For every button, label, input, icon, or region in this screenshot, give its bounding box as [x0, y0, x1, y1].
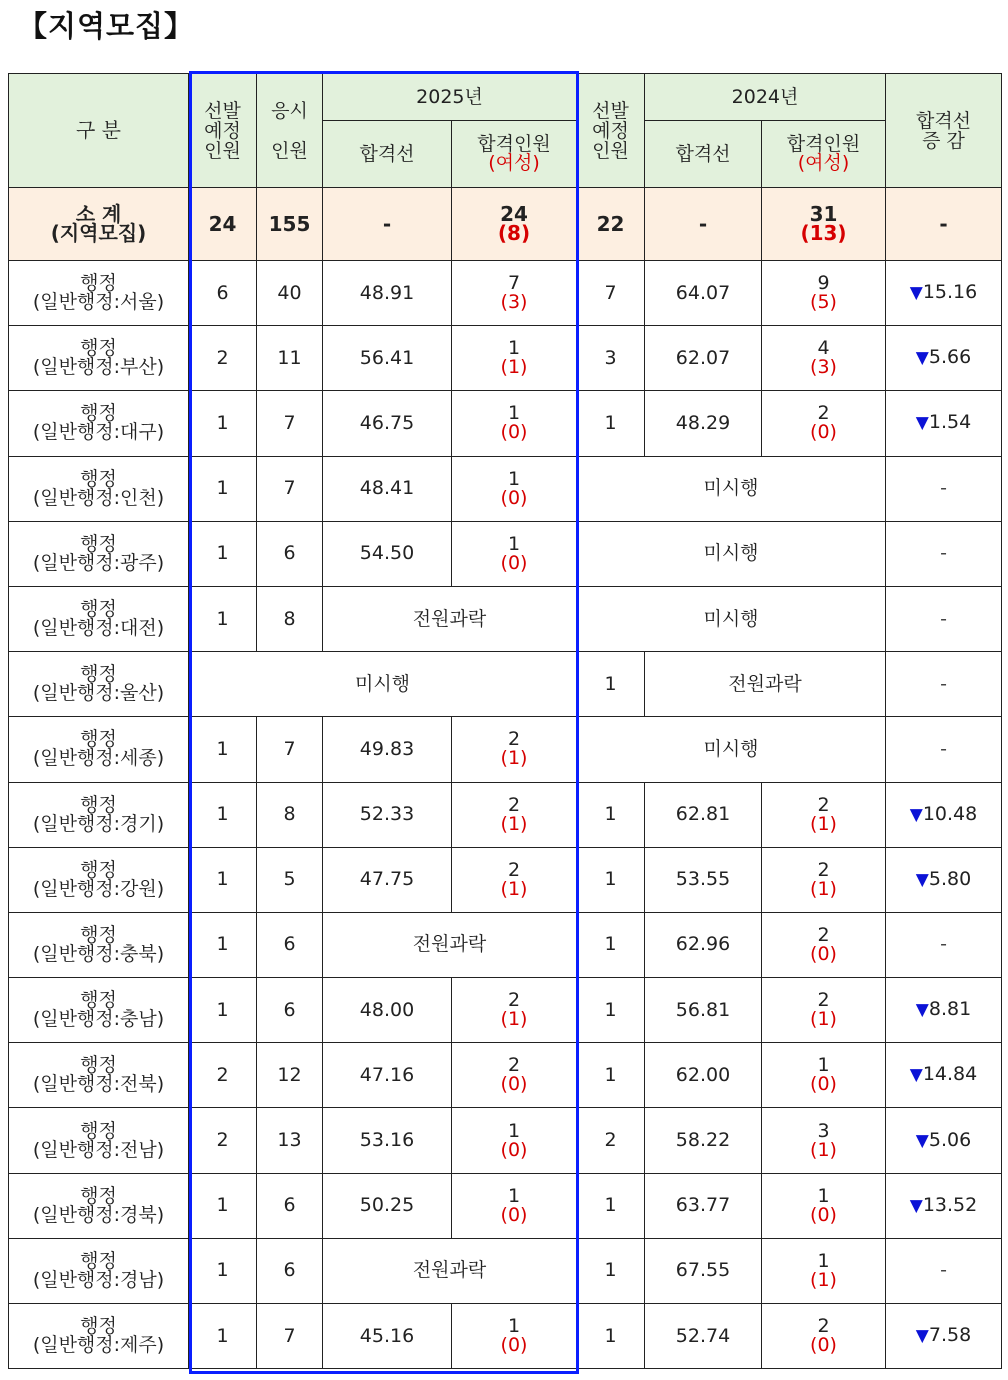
passed-2025	[452, 456, 577, 521]
cutoff-2025: 47.16	[323, 1043, 452, 1108]
cutoff-change: ▼14.84	[886, 1043, 1002, 1108]
value: 1	[817, 1054, 830, 1077]
plan-2025: 1	[189, 1304, 257, 1369]
female-count: (1)	[810, 1138, 837, 1161]
note-2024: 미시행	[577, 456, 886, 521]
applicants-2025: 11	[257, 326, 323, 391]
cutoff-change: -	[886, 912, 1002, 977]
female-count: (1)	[500, 812, 528, 835]
row-label-main: 행정	[80, 793, 117, 816]
passed-2025	[452, 1108, 577, 1173]
table-row	[9, 521, 1002, 586]
passed-2024	[762, 978, 886, 1043]
cutoff-change: -	[886, 586, 1002, 651]
row-label-sub: (일반행정:세종)	[32, 747, 165, 770]
cutoff-2025: 48.41	[323, 456, 452, 521]
down-triangle-icon: ▼	[915, 1130, 929, 1151]
row-label-sub: (일반행정:경북)	[32, 1203, 165, 1226]
row-label-sub: (일반행정:전남)	[32, 1138, 165, 1161]
subtotal-passed-2024: 31 (13)	[762, 188, 886, 261]
note-2025: 전원과락	[323, 912, 577, 977]
header-applicants-2025: 응시 인원	[257, 74, 323, 188]
plan-2025: 2	[189, 1108, 257, 1173]
female-count: (1)	[810, 877, 837, 900]
applicants-2025: 6	[257, 1238, 323, 1303]
value: 1	[507, 402, 521, 425]
plan-2025: 1	[189, 391, 257, 456]
note-2024: 전원과락	[645, 652, 886, 717]
value: 2	[817, 793, 830, 816]
value: 7	[507, 272, 521, 295]
row-label-sub: (일반행정:강원)	[32, 877, 165, 900]
table-row	[9, 1238, 1002, 1303]
row-label	[9, 1238, 189, 1303]
row-label-main: 행정	[80, 1054, 117, 1077]
cutoff-2025: 53.16	[323, 1108, 452, 1173]
plan-2024: 2	[577, 1108, 645, 1173]
female-count: (1)	[500, 877, 528, 900]
female-count: (0)	[500, 486, 528, 509]
table-row	[9, 847, 1002, 912]
cutoff-2024: 62.07	[645, 326, 762, 391]
row-label-main: 행정	[80, 402, 117, 425]
cutoff-change: -	[886, 717, 1002, 782]
row-label-main: 행정	[80, 598, 117, 621]
table-row	[9, 652, 1002, 717]
cutoff-change: ▼7.58	[886, 1304, 1002, 1369]
cutoff-change: ▼8.81	[886, 978, 1002, 1043]
cutoff-change: -	[886, 1238, 1002, 1303]
passed-2025	[452, 391, 577, 456]
cutoff-2025: 49.83	[323, 717, 452, 782]
cutoff-2025: 47.75	[323, 847, 452, 912]
row-label-sub: (일반행정:충남)	[32, 1008, 165, 1031]
row-label-sub: (일반행정:경기)	[32, 812, 165, 835]
value: 1	[507, 1119, 521, 1142]
female-count: (3)	[810, 356, 837, 379]
down-triangle-icon: ▼	[915, 869, 929, 890]
passed-2025	[452, 326, 577, 391]
plan-2025: 1	[189, 978, 257, 1043]
plan-2025: 1	[189, 456, 257, 521]
header-cutoff-2024: 합격선	[645, 121, 762, 188]
cutoff-change: ▼1.54	[886, 391, 1002, 456]
cutoff-2025: 48.91	[323, 261, 452, 326]
table-row	[9, 717, 1002, 782]
cutoff-change: ▼15.16	[886, 261, 1002, 326]
cutoff-2024: 53.55	[645, 847, 762, 912]
table-row	[9, 326, 1002, 391]
note-2025: 전원과락	[323, 1238, 577, 1303]
female-count: (0)	[500, 421, 528, 444]
row-label	[9, 1043, 189, 1108]
applicants-2025: 8	[257, 782, 323, 847]
row-label-sub: (일반행정:서울)	[32, 291, 165, 314]
passed-2024	[762, 912, 886, 977]
female-count: (5)	[810, 291, 837, 314]
value: 1	[507, 467, 521, 490]
table-row	[9, 1043, 1002, 1108]
subtotal-cutoff-2025: -	[323, 188, 452, 261]
cutoff-2025: 50.25	[323, 1173, 452, 1238]
applicants-2025: 7	[257, 717, 323, 782]
plan-2025: 1	[189, 1173, 257, 1238]
value: 2	[507, 858, 521, 881]
table-row	[9, 978, 1002, 1043]
cutoff-2024: 64.07	[645, 261, 762, 326]
table-row	[9, 782, 1002, 847]
note-2024: 미시행	[577, 586, 886, 651]
table-row	[9, 586, 1002, 651]
down-triangle-icon: ▼	[915, 1000, 929, 1021]
row-label-main: 행정	[80, 858, 117, 881]
plan-2024: 1	[577, 847, 645, 912]
passed-2025	[452, 1043, 577, 1108]
plan-2024: 7	[577, 261, 645, 326]
plan-2025: 1	[189, 1238, 257, 1303]
plan-2024: 1	[577, 391, 645, 456]
header-year-2025: 2025년	[323, 74, 577, 121]
cutoff-2025: 46.75	[323, 391, 452, 456]
header-cutoff-2025: 합격선	[323, 121, 452, 188]
row-label-sub: (일반행정:대전)	[32, 617, 165, 640]
female-count: (1)	[500, 747, 528, 770]
cutoff-2024: 48.29	[645, 391, 762, 456]
applicants-2025: 6	[257, 521, 323, 586]
female-count: (1)	[500, 356, 528, 379]
cutoff-2025: 48.00	[323, 978, 452, 1043]
cutoff-2024: 58.22	[645, 1108, 762, 1173]
female-count: (1)	[500, 1008, 528, 1031]
value: 9	[817, 272, 830, 295]
female-count: (0)	[810, 1203, 837, 1226]
plan-2025: 1	[189, 912, 257, 977]
plan-2024: 1	[577, 652, 645, 717]
table-row	[9, 1173, 1002, 1238]
row-label-main: 행정	[80, 663, 117, 686]
passed-2025	[452, 978, 577, 1043]
value: 1	[817, 1249, 830, 1272]
cutoff-change: ▼5.66	[886, 326, 1002, 391]
header-category: 구 분	[9, 74, 189, 188]
cutoff-2024: 62.00	[645, 1043, 762, 1108]
value: 1	[817, 1184, 830, 1207]
row-label	[9, 912, 189, 977]
row-label-sub: (일반행정:경남)	[32, 1268, 165, 1291]
note-2025: 전원과락	[323, 586, 577, 651]
cutoff-2025: 45.16	[323, 1304, 452, 1369]
value: 2	[507, 728, 521, 751]
table-row	[9, 1108, 1002, 1173]
row-label	[9, 456, 189, 521]
row-label	[9, 1173, 189, 1238]
subtotal-passed-2025: 24 (8)	[452, 188, 577, 261]
female-count: (1)	[810, 812, 837, 835]
note-2024: 미시행	[577, 521, 886, 586]
row-label	[9, 1304, 189, 1369]
value: 2	[817, 923, 830, 946]
row-label-main: 행정	[80, 1184, 117, 1207]
female-count: (0)	[810, 1334, 837, 1357]
cutoff-2024: 56.81	[645, 978, 762, 1043]
note-2025: 미시행	[189, 652, 577, 717]
down-triangle-icon: ▼	[915, 413, 929, 434]
table-row	[9, 391, 1002, 456]
value: 1	[507, 1315, 521, 1338]
table-row	[9, 1304, 1002, 1369]
cutoff-2024: 67.55	[645, 1238, 762, 1303]
cutoff-2025: 56.41	[323, 326, 452, 391]
value: 2	[507, 793, 521, 816]
row-label-main: 행정	[80, 923, 117, 946]
plan-2025: 1	[189, 521, 257, 586]
passed-2024	[762, 1173, 886, 1238]
row-label-sub: (일반행정:부산)	[32, 356, 165, 379]
plan-2024: 1	[577, 1304, 645, 1369]
cutoff-change: -	[886, 652, 1002, 717]
female-count: (0)	[810, 1073, 837, 1096]
cutoff-change: -	[886, 456, 1002, 521]
cutoff-2025: 52.33	[323, 782, 452, 847]
row-label	[9, 978, 189, 1043]
female-count: (0)	[810, 942, 837, 965]
row-label	[9, 261, 189, 326]
plan-2025: 1	[189, 847, 257, 912]
female-count: (3)	[500, 291, 528, 314]
passed-2025	[452, 1304, 577, 1369]
passed-2024	[762, 261, 886, 326]
row-label-main: 행정	[80, 1315, 117, 1338]
plan-2024: 1	[577, 782, 645, 847]
row-label-sub: (일반행정:제주)	[32, 1334, 165, 1357]
row-label-sub: (일반행정:광주)	[32, 551, 165, 574]
cutoff-change: ▼10.48	[886, 782, 1002, 847]
plan-2025: 1	[189, 586, 257, 651]
passed-2024	[762, 1238, 886, 1303]
row-label-sub: (일반행정:울산)	[32, 682, 165, 705]
subtotal-plan-2025: 24	[189, 188, 257, 261]
plan-2025: 1	[189, 782, 257, 847]
passed-2024	[762, 326, 886, 391]
value: 2	[817, 402, 830, 425]
down-triangle-icon: ▼	[915, 1326, 929, 1347]
cutoff-change: ▼5.06	[886, 1108, 1002, 1173]
header-year-2024: 2024년	[645, 74, 886, 121]
applicants-2025: 13	[257, 1108, 323, 1173]
row-label-sub: (일반행정:충북)	[32, 942, 165, 965]
plan-2024: 1	[577, 1173, 645, 1238]
passed-2024	[762, 391, 886, 456]
passed-2025	[452, 847, 577, 912]
down-triangle-icon: ▼	[909, 1195, 923, 1216]
passed-2025	[452, 1173, 577, 1238]
subtotal-applicants-2025: 155	[257, 188, 323, 261]
plan-2024: 1	[577, 912, 645, 977]
down-triangle-icon: ▼	[909, 804, 923, 825]
applicants-2025: 6	[257, 978, 323, 1043]
row-label-main: 행정	[80, 337, 117, 360]
cutoff-2024: 62.81	[645, 782, 762, 847]
value: 2	[507, 989, 521, 1012]
passed-2024	[762, 1108, 886, 1173]
female-count: (0)	[500, 1203, 528, 1226]
row-label-main: 행정	[80, 467, 117, 490]
cutoff-2024: 62.96	[645, 912, 762, 977]
row-label-main: 행정	[80, 1249, 117, 1272]
row-label-main: 행정	[80, 989, 117, 1012]
row-label	[9, 586, 189, 651]
header-plan-2024: 선발 예정 인원	[577, 74, 645, 188]
row-label	[9, 717, 189, 782]
passed-2025	[452, 521, 577, 586]
value: 2	[817, 858, 830, 881]
plan-2024: 1	[577, 1238, 645, 1303]
cutoff-2024: 52.74	[645, 1304, 762, 1369]
subtotal-cutoff-2024: -	[645, 188, 762, 261]
row-label	[9, 326, 189, 391]
row-label-main: 행정	[80, 1119, 117, 1142]
subtotal-row	[9, 188, 1002, 261]
row-label-sub: (일반행정:대구)	[32, 421, 165, 444]
header-change: 합격선 증 감	[886, 74, 1002, 188]
passed-2025	[452, 261, 577, 326]
value: 4	[817, 337, 830, 360]
subtotal-change: -	[886, 188, 1002, 261]
page-title: 【지역모집】	[18, 9, 195, 43]
table-row	[9, 261, 1002, 326]
cutoff-2025: 54.50	[323, 521, 452, 586]
table-row	[9, 912, 1002, 977]
value: 2	[817, 1315, 830, 1338]
row-label	[9, 391, 189, 456]
applicants-2025: 7	[257, 1304, 323, 1369]
passed-2024	[762, 782, 886, 847]
cutoff-change: ▼5.80	[886, 847, 1002, 912]
down-triangle-icon: ▼	[909, 1065, 923, 1086]
row-label	[9, 521, 189, 586]
row-label	[9, 1108, 189, 1173]
passed-2025	[452, 782, 577, 847]
down-triangle-icon: ▼	[915, 348, 929, 369]
plan-2025: 1	[189, 717, 257, 782]
cutoff-change: -	[886, 521, 1002, 586]
row-label-sub: (일반행정:전북)	[32, 1073, 165, 1096]
passed-2025	[452, 717, 577, 782]
female-count: (0)	[500, 551, 528, 574]
subtotal-label: 소 계 (지역모집)	[9, 188, 189, 261]
plan-2025: 6	[189, 261, 257, 326]
applicants-2025: 8	[257, 586, 323, 651]
female-count: (0)	[500, 1073, 528, 1096]
female-count: (0)	[500, 1334, 528, 1357]
header-plan-2025: 선발 예정 인원	[189, 74, 257, 188]
value: 3	[817, 1119, 830, 1142]
header-passed-2024: 합격인원 (여성)	[762, 121, 886, 188]
down-triangle-icon: ▼	[909, 283, 923, 304]
applicants-2025: 5	[257, 847, 323, 912]
plan-2024: 1	[577, 1043, 645, 1108]
plan-2024: 1	[577, 978, 645, 1043]
plan-2025: 2	[189, 326, 257, 391]
applicants-2025: 7	[257, 456, 323, 521]
female-count: (0)	[810, 421, 837, 444]
row-label	[9, 652, 189, 717]
header-passed-2025: 합격인원 (여성)	[452, 121, 577, 188]
row-label-main: 행정	[80, 532, 117, 555]
applicants-2025: 6	[257, 1173, 323, 1238]
plan-2024: 3	[577, 326, 645, 391]
applicants-2025: 6	[257, 912, 323, 977]
applicants-2025: 7	[257, 391, 323, 456]
plan-2025: 2	[189, 1043, 257, 1108]
regional-results-table	[8, 73, 1002, 1369]
female-count: (0)	[500, 1138, 528, 1161]
applicants-2025: 12	[257, 1043, 323, 1108]
row-label-sub: (일반행정:인천)	[32, 486, 165, 509]
cutoff-change: ▼13.52	[886, 1173, 1002, 1238]
row-label	[9, 782, 189, 847]
passed-2024	[762, 1304, 886, 1369]
row-label-main: 행정	[80, 272, 117, 295]
passed-2024	[762, 847, 886, 912]
cutoff-2024: 63.77	[645, 1173, 762, 1238]
row-label	[9, 847, 189, 912]
row-label-main: 행정	[80, 728, 117, 751]
female-count: (1)	[810, 1008, 837, 1031]
subtotal-plan-2024: 22	[577, 188, 645, 261]
note-2024: 미시행	[577, 717, 886, 782]
value: 2	[817, 989, 830, 1012]
female-count: (1)	[810, 1268, 837, 1291]
value: 2	[507, 1054, 521, 1077]
passed-2024	[762, 1043, 886, 1108]
value: 1	[507, 1184, 521, 1207]
table-row	[9, 456, 1002, 521]
value: 1	[507, 532, 521, 555]
value: 1	[507, 337, 521, 360]
applicants-2025: 40	[257, 261, 323, 326]
